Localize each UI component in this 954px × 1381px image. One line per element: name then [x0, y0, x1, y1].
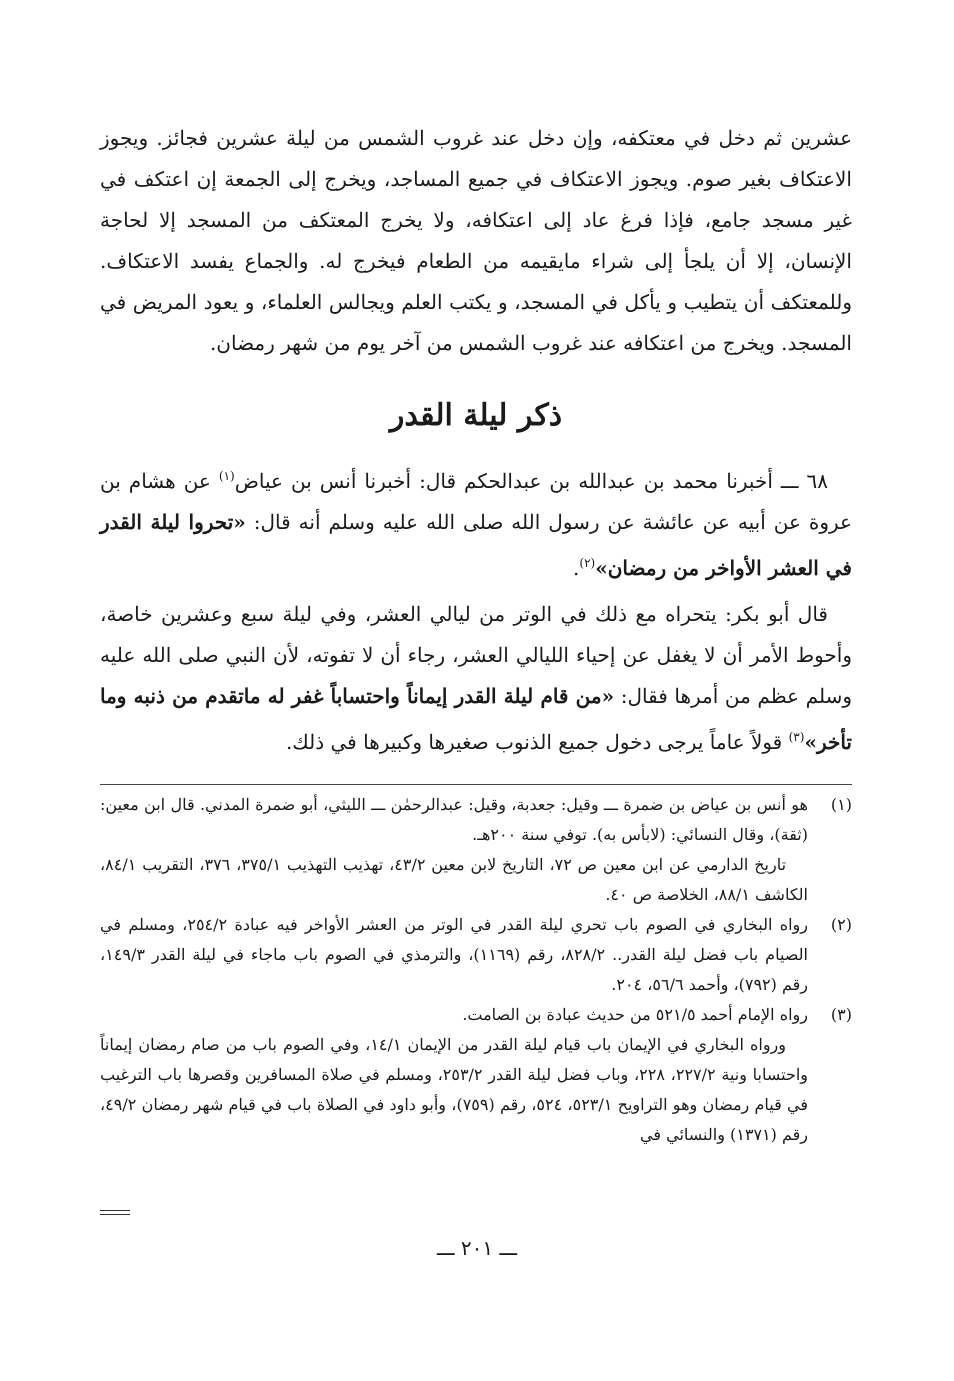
footnote-text: رواه البخاري في الصوم باب تحري ليلة القدر في الوتر من العشر الأواخر فيه عبادة ٢٥٤/٢، ومسلم في الصيام باب فضل ليلة القدر.. ٨٢٨/٢، رقم (١١٦٩)، والترمذي في الصوم باب ماجاء في ليلة القدر ١٤٩/٣، رقم (٧٩٢)، وأحمد ٥٦/٦، ٢٠٤.: [100, 915, 808, 994]
footnote-ref-3[interactable]: (٣): [788, 730, 805, 744]
footnote-number: (٢): [830, 915, 852, 934]
commentary-quote: «من قام ليلة القدر إيماناً واحتساباً غفر له ماتقدم من ذنبه وما تأخر»: [100, 684, 852, 754]
footnote-text: هو أنس بن عياض بن ضمرة ـــ وقيل: جعدبة، وقيل: عبدالرحمٰن ـــ الليثي، أبو ضمرة المدني. قال ابن معين: (ثقة)، وقال النسائي: (لابأس به). توفي سنة ٢٠٠هـ.: [100, 795, 808, 844]
footnote-divider: [100, 784, 852, 785]
footnote-number: (١): [830, 795, 852, 814]
footnote-1: [100, 790, 852, 910]
hadith-68-chain: عن هشام بن عروة عن أبيه عن عائشة عن رسول الله صلى الله عليه وسلم أنه قال:: [100, 469, 852, 534]
footnote-number: (٣): [830, 1005, 852, 1024]
footnote-continuation: تاريخ الدارمي عن ابن معين ص ٧٢، التاريخ لابن معين ٤٣/٢، تهذيب التهذيب ٣٧٥/١، ٣٧٦، التقريب ٨٤/١، الكاشف ٨٨/١، الخلاصة ص ٤٠.: [100, 855, 808, 904]
hadith-68-isnad: ٦٨ ـــ أخبرنا محمد بن عبدالله بن عبدالحكم قال: أخبرنا أنس بن عياض: [234, 469, 828, 493]
footnotes: [100, 790, 852, 1150]
paragraph-itikaf: عشرين ثم دخل في معتكفه، وإن دخل عند غروب الشمس من ليلة عشرين فجائز. ويجوز الاعتكاف بغير صوم. ويجوز الاعتكاف في جميع المساجد، ويخرج إلى الجمعة إن اعتكف في غير مسجد جامع، فإذا فرغ عاد إلى اعتكافه، ولا يخرج المعتكف من المسجد إلا لحاجة الإنسان، إلا أن يلجأ إلى شراء مايقيمه من الطعام فيخرج له. والجماع يفسد الاعتكاف. وللمعتكف أن يتطيب و يأكل في المسجد، و يكتب العلم ويجالس العلماء، و يعود المريض في المسجد. ويخرج من اعتكافه عند غروب الشمس من آخر يوم من شهر رمضان.: [100, 126, 852, 355]
commentary-conclusion: قولاً عاماً يرجى دخول جميع الذنوب صغيرها وكبيرها في ذلك.: [285, 730, 789, 754]
hadith-68-end: .: [573, 556, 580, 580]
footnote-ref-2[interactable]: (٢): [579, 556, 596, 570]
footnote-ref-1[interactable]: (١): [218, 469, 235, 483]
page-number: ـــ ٢٠١ ـــ: [436, 1236, 518, 1260]
hadith-68: [100, 456, 852, 589]
commentary-text: قال أبو بكر: يتحراه مع ذلك في الوتر من ليالي العشر، وفي ليلة سبع وعشرين خاصة، وأحوط الأمر أن لا يغفل عن إحياء الليالي العشر، رجاء أن لا تفوته، لأن النبي صلى الله عليه وسلم عظم من أمرها فقال:: [100, 602, 853, 708]
footnote-2: [100, 910, 852, 1000]
abu-bakr-commentary: [100, 594, 852, 763]
footnote-text: رواه الإمام أحمد ٥٢١/٥ من حديث عبادة بن الصامت.: [462, 1005, 808, 1024]
footnote-3: [100, 1000, 852, 1150]
continuation-mark: [100, 1210, 130, 1215]
footnote-continuation: ورواه البخاري في الإيمان باب قيام ليلة القدر من الإيمان ١٤/١، وفي الصوم باب من صام رمضان إيماناً واحتسابا ونية ٢٢٧/٢، ٢٢٨، وباب فضل ليلة القدر ٢٥٣/٢، ومسلم في صلاة المسافرين وقصرها باب الترغيب في قيام رمضان وهو التراويح ٥٢٣/١، ٥٢٤، رقم (٧٥٩)، وأبو داود في الصلاة باب في قيام شهر رمضان ٤٩/٢، رقم (١٣٧١) والنسائي في: [100, 1035, 809, 1144]
section-title: ذكر ليلة القدر: [389, 398, 563, 433]
hadith-68-quote: «تحروا ليلة القدر في العشر الأواخر من رمضان»: [100, 510, 852, 580]
